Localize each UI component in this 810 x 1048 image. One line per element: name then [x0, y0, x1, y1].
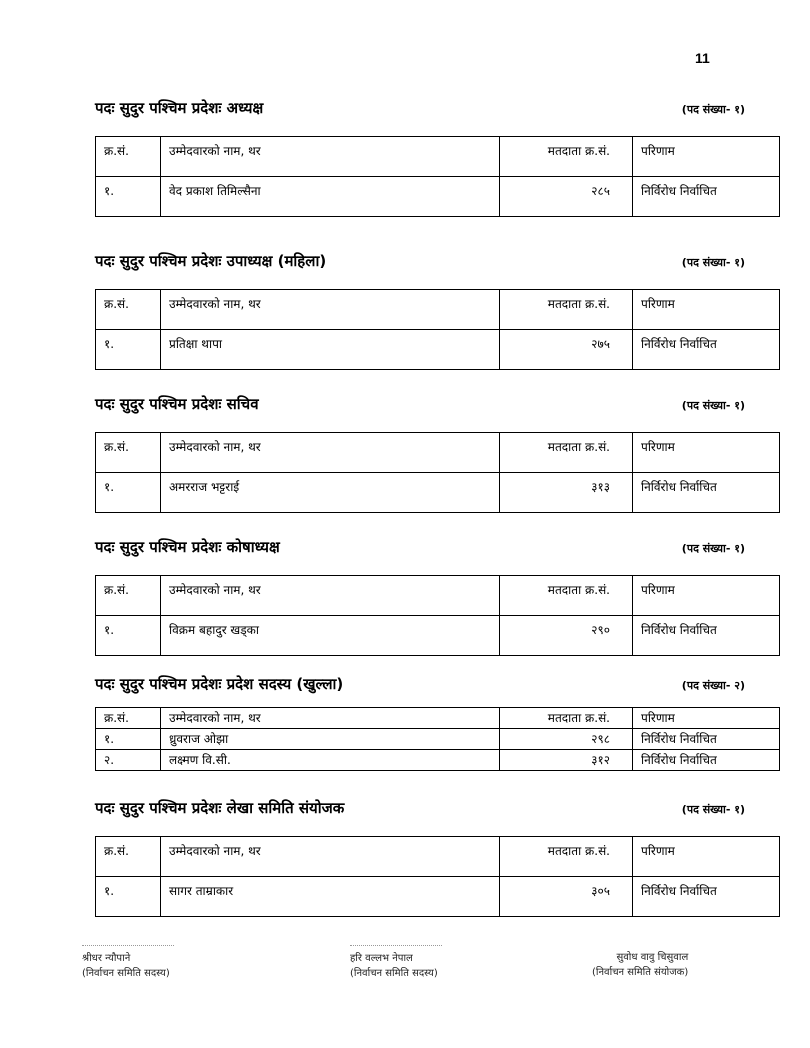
cell-result: निर्विरोध निर्वाचित: [633, 616, 780, 656]
table-row: [96, 473, 780, 513]
table-row: [96, 729, 780, 750]
post-count: (पद संख्या- १): [681, 256, 745, 269]
table-row: [96, 616, 780, 656]
cell-sn: १.: [96, 473, 161, 513]
header-result: परिणाम: [633, 576, 780, 616]
results-table: [95, 836, 780, 917]
table-row: [96, 877, 780, 917]
header-sn: क्र.सं.: [96, 708, 161, 729]
cell-name: ध्रुवराज ओझा: [161, 729, 500, 750]
header-voter-no: मतदाता क्र.सं.: [500, 137, 633, 177]
header-name: उम्मेदवारको नाम, थर: [161, 433, 500, 473]
signature-block: [82, 945, 722, 990]
section-title: पदः सुदुर पश्चिम प्रदेशः उपाध्यक्ष (महिला): [95, 252, 327, 270]
cell-sn: १.: [96, 877, 161, 917]
cell-name: प्रतिक्षा थापा: [161, 330, 500, 370]
cell-result: निर्विरोध निर्वाचित: [633, 473, 780, 513]
table-header-row: [96, 433, 780, 473]
cell-voter-no: ३०५: [500, 877, 633, 917]
cell-name: सागर ताम्राकार: [161, 877, 500, 917]
header-voter-no: मतदाता क्र.सं.: [500, 576, 633, 616]
section-treasurer: [95, 537, 745, 656]
signature-member-1: [82, 945, 174, 981]
table-header-row: [96, 576, 780, 616]
header-name: उम्मेदवारको नाम, थर: [161, 837, 500, 877]
cell-voter-no: २९०: [500, 616, 633, 656]
header-voter-no: मतदाता क्र.सं.: [500, 837, 633, 877]
cell-result: निर्विरोध निर्वाचित: [633, 750, 780, 771]
header-result: परिणाम: [633, 433, 780, 473]
header-result: परिणाम: [633, 137, 780, 177]
header-sn: क्र.सं.: [96, 837, 161, 877]
cell-result: निर्विरोध निर्वाचित: [633, 877, 780, 917]
cell-voter-no: २७५: [500, 330, 633, 370]
signature-line: [82, 945, 174, 947]
cell-voter-no: २९८: [500, 729, 633, 750]
signature-member-2: [350, 945, 442, 981]
post-count: (पद संख्या- २): [681, 679, 745, 692]
table-header-row: [96, 290, 780, 330]
cell-result: निर्विरोध निर्वाचित: [633, 330, 780, 370]
header-result: परिणाम: [633, 708, 780, 729]
post-count: (पद संख्या- १): [681, 103, 745, 116]
results-table: [95, 432, 780, 513]
header-voter-no: मतदाता क्र.सं.: [500, 290, 633, 330]
signatory-role: (निर्वाचन समिति सदस्य): [82, 968, 170, 979]
table-header-row: [96, 137, 780, 177]
header-voter-no: मतदाता क्र.सं.: [500, 433, 633, 473]
cell-sn: २.: [96, 750, 161, 771]
table-header-row: [96, 837, 780, 877]
section-audit-committee-coordinator: [95, 798, 745, 917]
cell-voter-no: २८५: [500, 177, 633, 217]
section-title: पदः सुदुर पश्चिम प्रदेशः अध्यक्ष: [95, 99, 264, 117]
section-vice-president: [95, 251, 745, 370]
table-header-row: [96, 708, 780, 729]
table-row: [96, 177, 780, 217]
header-sn: क्र.सं.: [96, 576, 161, 616]
header-sn: क्र.सं.: [96, 290, 161, 330]
signature-line: [350, 945, 442, 947]
cell-sn: १.: [96, 616, 161, 656]
signatory-role: (निर्वाचन समिति संयोजक): [592, 967, 689, 978]
results-table: [95, 289, 780, 370]
signatory-name: हरि वल्लभ नेपाल: [350, 953, 413, 964]
section-title: पदः सुदुर पश्चिम प्रदेशः कोषाध्यक्ष: [95, 538, 280, 556]
cell-result: निर्विरोध निर्वाचित: [633, 177, 780, 217]
section-president: [95, 98, 745, 217]
header-sn: क्र.सं.: [96, 433, 161, 473]
cell-voter-no: ३१२: [500, 750, 633, 771]
header-name: उम्मेदवारको नाम, थर: [161, 708, 500, 729]
cell-name: विक्रम बहादुर खड्का: [161, 616, 500, 656]
header-name: उम्मेदवारको नाम, थर: [161, 137, 500, 177]
header-name: उम्मेदवारको नाम, थर: [161, 576, 500, 616]
section-title: पदः सुदुर पश्चिम प्रदेशः सचिव: [95, 395, 259, 413]
section-secretary: [95, 394, 745, 513]
post-count: (पद संख्या- १): [681, 542, 745, 555]
table-row: [96, 330, 780, 370]
header-voter-no: मतदाता क्र.सं.: [500, 708, 633, 729]
section-title: पदः सुदुर पश्चिम प्रदेशः प्रदेश सदस्य (खुल्ला): [95, 675, 344, 693]
cell-sn: १.: [96, 177, 161, 217]
cell-sn: १.: [96, 330, 161, 370]
header-result: परिणाम: [633, 290, 780, 330]
cell-name: वेद प्रकाश तिमिल्सैना: [161, 177, 500, 217]
section-province-member-open: [95, 674, 745, 771]
results-table: [95, 136, 780, 217]
signatory-name: सुवोध वावु चिसुवाल: [616, 952, 689, 963]
header-sn: क्र.सं.: [96, 137, 161, 177]
cell-name: लक्ष्मण वि.सी.: [161, 750, 500, 771]
results-table: [95, 707, 780, 771]
cell-voter-no: ३१३: [500, 473, 633, 513]
cell-name: अमरराज भट्टराई: [161, 473, 500, 513]
section-title: पदः सुदुर पश्चिम प्रदेशः लेखा समिति संयोजक: [95, 799, 345, 817]
header-result: परिणाम: [633, 837, 780, 877]
post-count: (पद संख्या- १): [681, 803, 745, 816]
table-row: [96, 750, 780, 771]
cell-sn: १.: [96, 729, 161, 750]
signature-coordinator: [592, 945, 688, 980]
page-number: 11: [695, 50, 710, 66]
results-table: [95, 575, 780, 656]
post-count: (पद संख्या- १): [681, 399, 745, 412]
signatory-name: श्रीधर न्यौपाने: [82, 953, 131, 964]
signatory-role: (निर्वाचन समिति सदस्य): [350, 968, 438, 979]
cell-result: निर्विरोध निर्वाचित: [633, 729, 780, 750]
header-name: उम्मेदवारको नाम, थर: [161, 290, 500, 330]
